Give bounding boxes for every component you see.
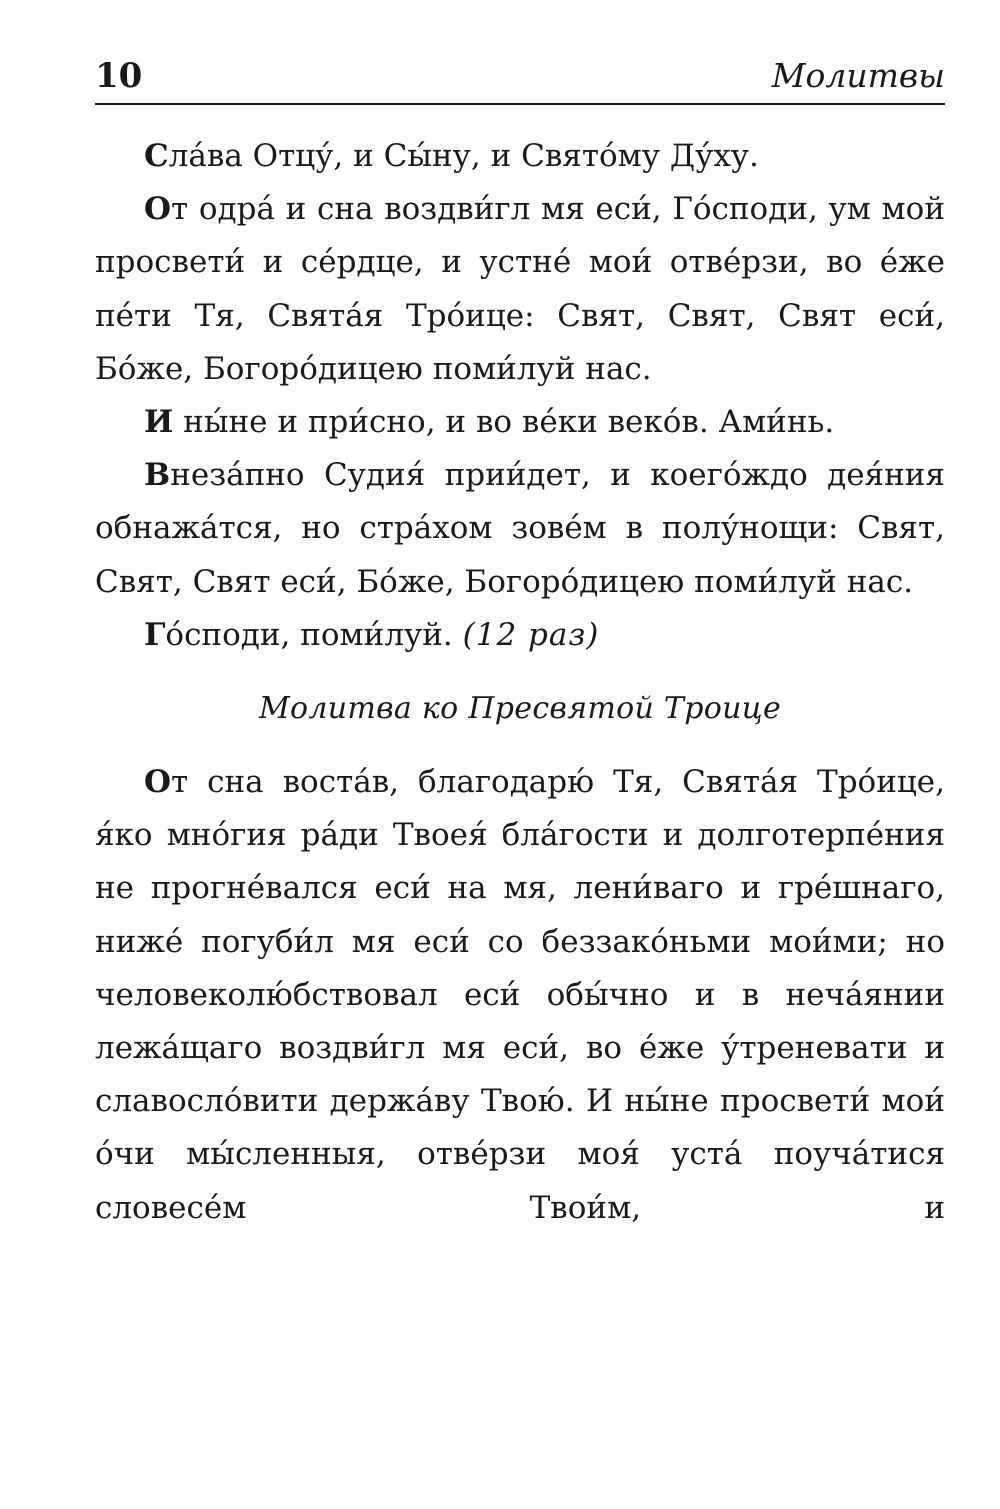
drop-initial: И	[144, 404, 174, 441]
drop-initial: О	[144, 764, 172, 801]
header-divider	[95, 103, 945, 105]
drop-initial: С	[144, 138, 169, 174]
paragraph-text: т сна воста́в, благодарю́ Тя, Свята́я Тро́ице, я́ко мно́гия ра́ди Твоея́ бла́гости и долготерпе́ния не прогне́вался еси́ на мя, лени́ваго и гре́шнаго, ниже́ погуби́л мя еси́ со беззако́ньми мои́ми; но человеколю́бствовал еси́ обы́чно и в неча́янии лежа́щаго воздви́гл мя еси́, во е́же у́треневати и славосло́вити держа́ву Твою́. И ны́не просвети́ мои́ о́чи мы́сленныя, отве́рзи моя́ уста́ поуча́тися словесе́м Твои́м, и	[95, 764, 945, 1226]
running-title: Молитвы	[771, 56, 945, 95]
paragraph-trinity-prayer	[95, 756, 945, 1235]
section-title: Молитва ко Пресвятой Троице	[258, 691, 782, 727]
paragraph-text: ла́ва Отцу́, и Сы́ну, и Свято́му Ду́ху.	[168, 138, 759, 174]
paragraph-troparion-1	[95, 183, 945, 396]
page-number: 10	[95, 56, 143, 96]
paragraph-glory	[95, 130, 945, 183]
page-header	[95, 52, 945, 100]
paragraph-lord-have-mercy	[95, 609, 945, 662]
paragraph-troparion-2	[95, 449, 945, 609]
page-body	[95, 130, 945, 1235]
drop-initial: В	[144, 457, 171, 494]
paragraph-now-and-ever	[95, 396, 945, 449]
paragraph-text: т одра́ и сна воздви́гл мя еси́, Го́споди, ум мой просвети́ и се́рдце, и устне́ мои́ отве́рзи, во е́же пе́ти Тя, Свята́я Тро́ице: Свят, Свят, Свят еси́, Бо́же, Богоро́дицею поми́луй нас.	[95, 191, 945, 387]
drop-initial: Г	[144, 616, 166, 653]
paragraph-text: неза́пно Судия́ прии́дет, и коего́ждо дея́ния обнажа́тся, но стра́хом зове́м в полу́нощи: Свят, Свят, Свят еси́, Бо́же, Богоро́дицею поми́луй нас.	[95, 457, 945, 600]
paragraph-text: о́споди, поми́луй.	[165, 616, 463, 653]
paragraph-text: ны́не и при́сно, и во ве́ки веко́в. Ами́нь.	[173, 404, 835, 441]
drop-initial: О	[144, 191, 172, 228]
repetition-remark: (12 раз)	[462, 616, 600, 653]
